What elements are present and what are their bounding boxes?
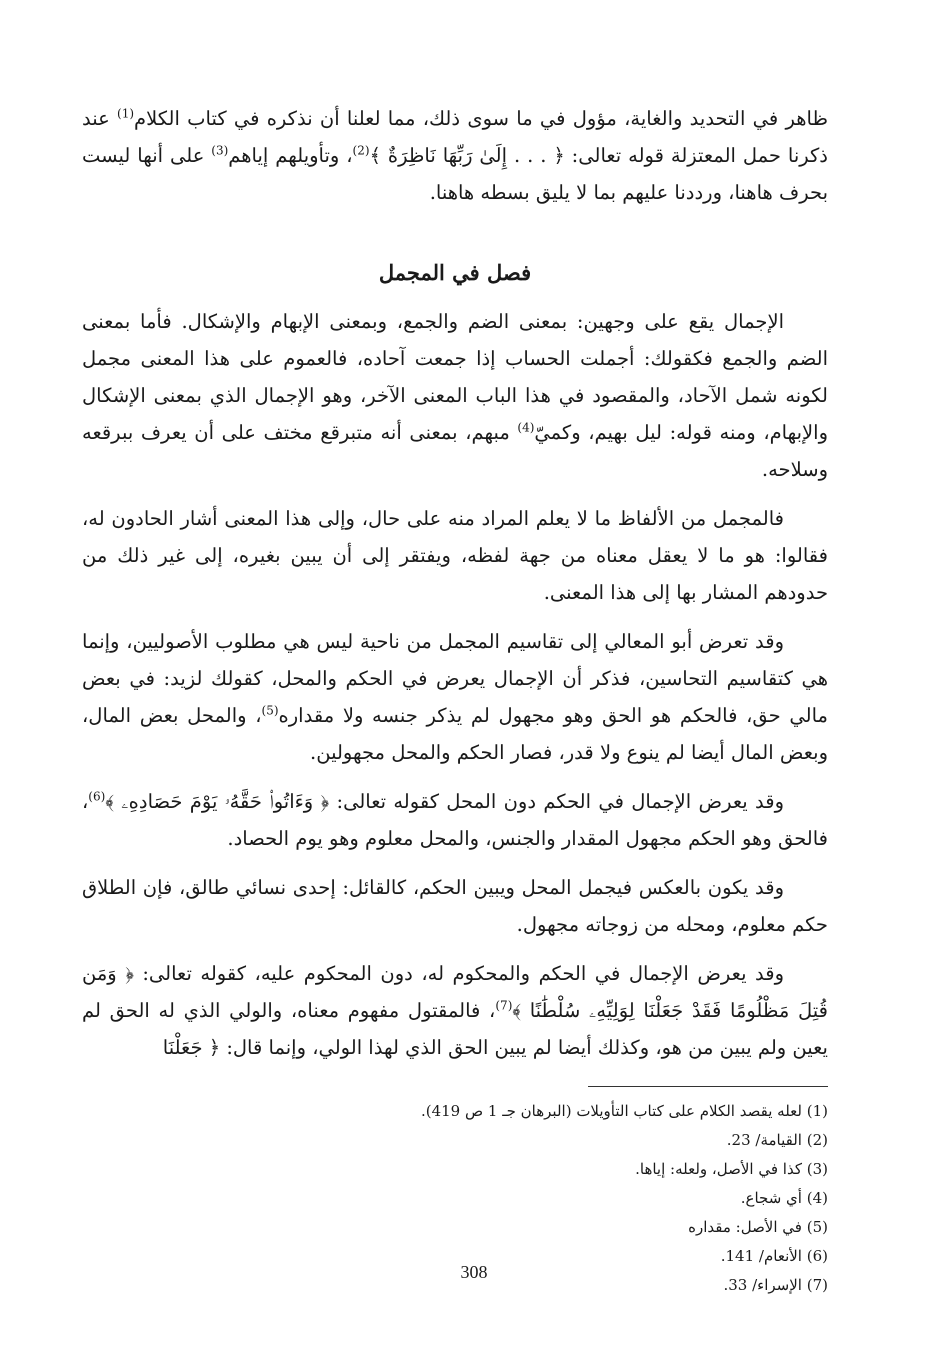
- footnote-ref-7[interactable]: (7): [495, 998, 513, 1013]
- text-run: مبهم، بمعنى أنه متبرقع مختف على أن يعرف ببرقعه وسلاحه.: [82, 421, 828, 481]
- footnote-ref-3[interactable]: (3): [211, 143, 229, 158]
- text-run: ، فالحق وهو الحكم مجهول المقدار والجنس، والمحل معلوم وهو يوم الحصاد.: [82, 790, 828, 850]
- paragraph-2: فالمجمل من الألفاظ ما لا يعلم المراد منه على حال، وإلى هذا المعنى أشار الحادون له، فقالوا: هو ما لا يعقل معناه من جهة لفظه، ويفتقر إلى أن يبين بغيره، إلى غير ذلك من حدودهم المشار بها إلى هذا المعنى.: [82, 507, 828, 604]
- footnote-ref-4[interactable]: (4): [517, 420, 535, 435]
- footnote-7: (7) الإسراء/ 33.: [723, 1276, 828, 1294]
- text-run: عند ذكرنا حمل المعتزلة قوله تعالى: ﴿ . . . إِلَىٰ رَبِّهَا نَاظِرَةٌ ﴾: [82, 107, 828, 167]
- footnote-4: (4) أي شجاع.: [740, 1189, 828, 1207]
- text-run: وقد يعرض الإجمال في الحكم والمحكوم له، دون المحكوم عليه، كقوله تعالى: ﴿ وَمَن قُتِلَ مَظْلُومًا فَقَدْ جَعَلْنَا لِوَلِيِّهِۦ سُلْطَٰنًا ﴾: [82, 962, 828, 1022]
- footnote-5: (5) في الأصل: مقداره: [688, 1218, 828, 1236]
- paragraph-5: وقد يكون بالعكس فيجمل المحل ويبين الحكم، كالقائل: إحدى نسائي طالق، فإن الطلاق حكم معلوم، ومحله من زوجاته مجهول.: [82, 876, 828, 936]
- section-heading: فصل في المجمل: [378, 260, 532, 285]
- text-run: الإجمال يقع على وجهين: بمعنى الضم والجمع، وبمعنى الإبهام والإشكال. فأما بمعنى الضم والجمع فكقولك: أجملت الحساب إذا جمعت آحاده، فالعموم على هذا المعنى مجمل لكونه شمل الآحاد، والمقصود في هذا الباب المعنى الآخر، وهو الإجمال الذي بمعنى الإشكال والإبهام، ومنه قوله: ليل بهيم، وكميّ: [82, 310, 828, 444]
- paragraph-1: [82, 303, 828, 488]
- footnote-1: (1) لعله يقصد الكلام على كتاب التأويلات (البرهان جـ 1 ص 419).: [420, 1102, 828, 1120]
- text-run: وقد يعرض الإجمال في الحكم دون المحل كقوله تعالى: ﴿ وَءَاتُوا۟ حَقَّهُۥ يَوْمَ حَصَادِهِۦ ﴾: [105, 790, 784, 813]
- footnote-divider: [588, 1086, 828, 1087]
- page-number: 308: [460, 1262, 488, 1282]
- paragraph-4: [82, 783, 828, 857]
- text-run: ، وتأويلهم إياهم: [228, 144, 353, 167]
- footnote-6: (6) الأنعام/ 141.: [720, 1247, 828, 1265]
- footnote-3: (3) كذا في الأصل، ولعله: إياها.: [635, 1160, 828, 1178]
- opening-paragraph: [82, 100, 828, 211]
- paragraph-3: [82, 623, 828, 771]
- text-run: ، والمحل بعض المال، وبعض المال أيضا لم ينوع ولا قدر، فصار الحكم والمحل مجهولين.: [82, 704, 828, 764]
- footnote-ref-6[interactable]: (6): [88, 789, 106, 804]
- paragraph-6: [82, 955, 828, 1066]
- footnote-ref-1[interactable]: (1): [117, 106, 135, 121]
- text-run: على أنها ليست بحرف هاهنا، ورددنا عليهم بما لا يليق بسطه هاهنا.: [82, 144, 828, 204]
- footnote-ref-5[interactable]: (5): [261, 703, 279, 718]
- text-run: ظاهر في التحديد والغاية، مؤول في ما سوى ذلك، مما لعلنا أن نذكره في كتاب الكلام: [134, 107, 828, 130]
- text-run: وقد تعرض أبو المعالي إلى تقاسيم المجمل من ناحية ليس هي مطلوب الأصوليين، وإنما هي كتقاسيم التحاسين، فذكر أن الإجمال يعرض في الحكم والمحل، كقولك لزيد: في بعض مالي حق، فالحكم هو الحق وهو مجهول لم يذكر جنسه ولا مقداره: [82, 630, 828, 727]
- footnote-ref-2[interactable]: (2): [352, 143, 370, 158]
- text-run: ، فالمقتول مفهوم معناه، والولي الذي له الحق لم يعين ولم يبين من هو، وكذلك أيضا لم يبين الحق الذي لهذا الولي، وإنما قال: ﴿ جَعَلْنَا: [82, 999, 828, 1059]
- footnote-2: (2) القيامة/ 23.: [726, 1131, 828, 1149]
